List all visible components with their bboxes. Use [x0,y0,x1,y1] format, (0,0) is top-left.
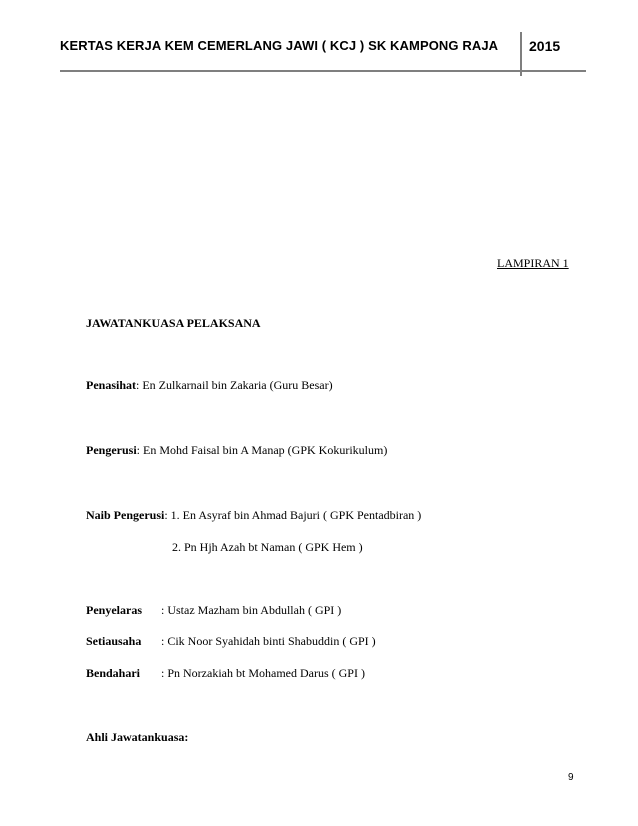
naib-pengerusi-value-1: : 1. En Asyraf bin Ahmad Bajuri ( GPK Pentadbiran ) [164,508,422,522]
naib-pengerusi-value-2: 2. Pn Hjh Azah bt Naman ( GPK Hem ) [172,540,363,554]
penasihat-label: Penasihat [86,378,137,392]
header-year: 2015 [529,38,561,54]
bendahari-label: Bendahari [86,666,141,680]
pengerusi-row [86,443,387,458]
header-divider-horizontal [60,70,586,72]
section-title: JAWATANKUASA PELAKSANA [86,316,261,330]
penyelaras-label: Penyelaras [86,603,142,617]
setiausaha-label: Setiausaha [86,634,142,648]
naib-pengerusi-row [86,508,421,523]
setiausaha-value: : Cik Noor Syahidah binti Shabuddin ( GPI ) [161,634,376,648]
pengerusi-value: : En Mohd Faisal bin A Manap (GPK Kokurikulum) [136,443,388,457]
bendahari-value: : Pn Norzakiah bt Mohamed Darus ( GPI ) [161,666,365,680]
naib-pengerusi-label: Naib Pengerusi [86,508,165,522]
pengerusi-label: Pengerusi [86,443,137,457]
ahli-jawatankuasa-label: Ahli Jawatankuasa: [86,730,189,744]
penasihat-row [86,378,333,393]
page-number: 9 [568,772,574,783]
appendix-label: LAMPIRAN 1 [497,256,569,270]
header-title: KERTAS KERJA KEM CEMERLANG JAWI ( KCJ ) SK KAMPONG RAJA [60,38,499,53]
penyelaras-value: : Ustaz Mazham bin Abdullah ( GPI ) [161,603,342,617]
penasihat-value: : En Zulkarnail bin Zakaria (Guru Besar) [136,378,333,392]
